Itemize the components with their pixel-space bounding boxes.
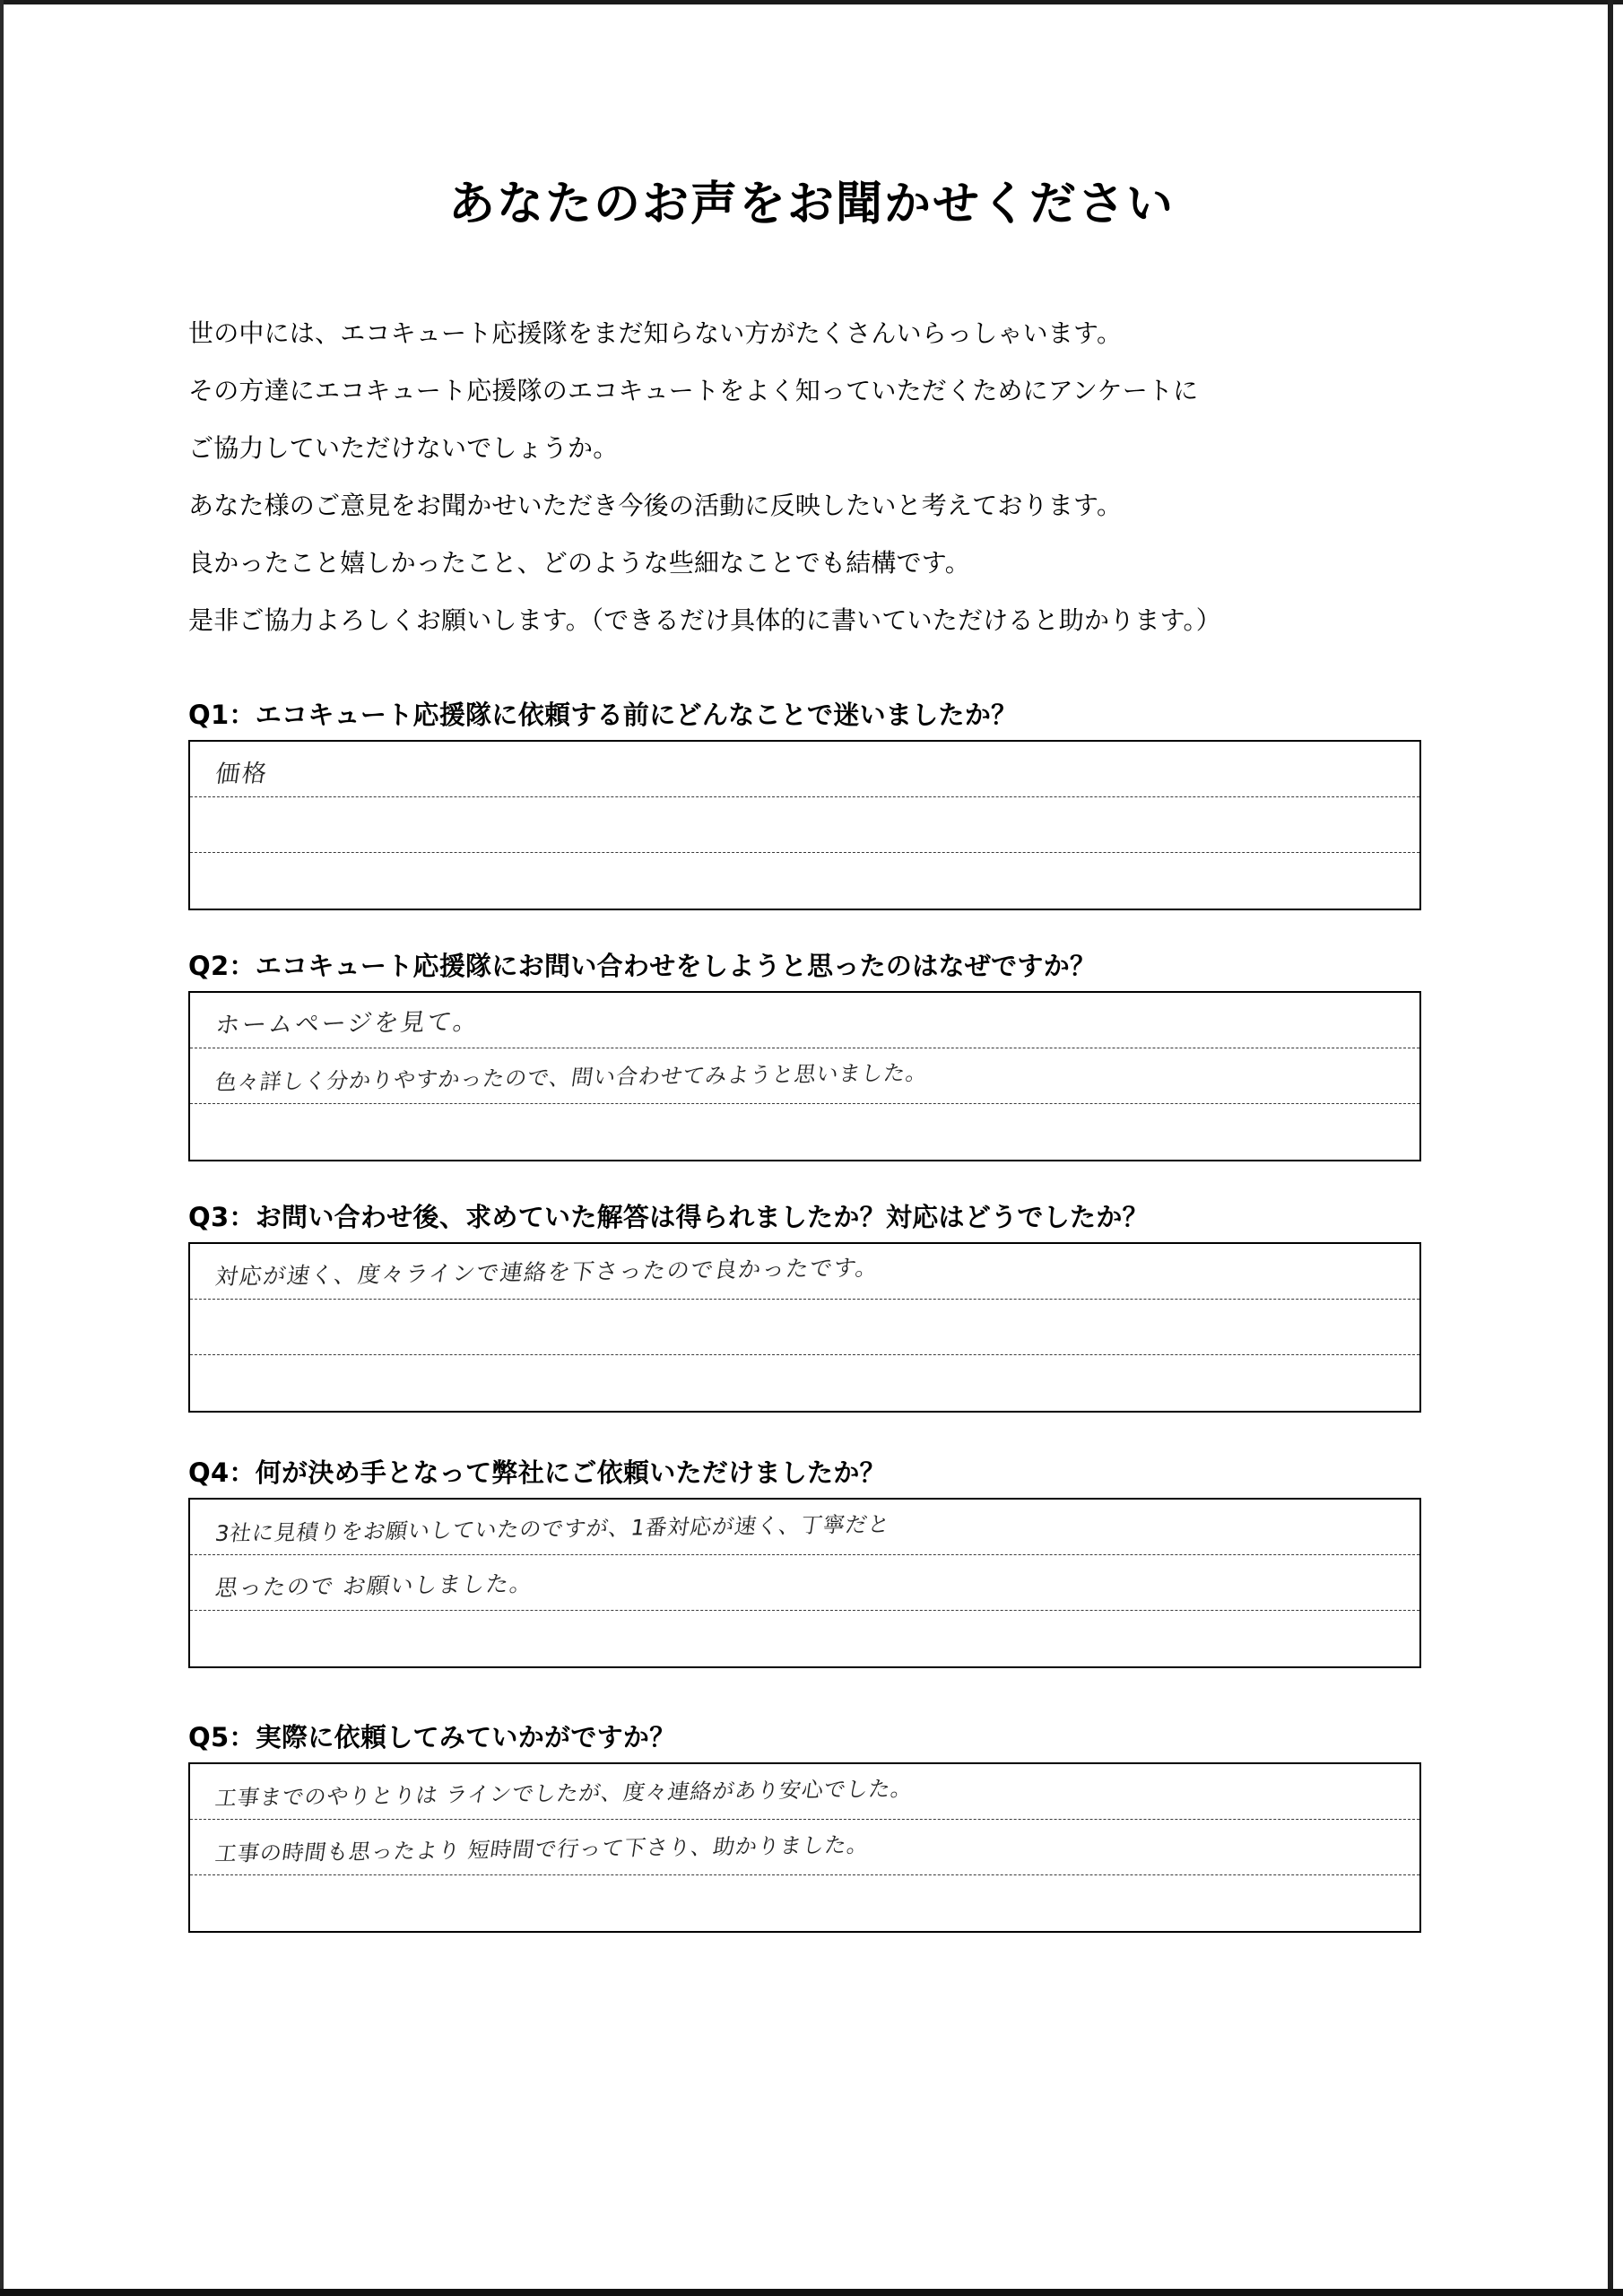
question-block-q5 [188, 1718, 1421, 1933]
intro-line: その方達にエコキュート応援隊のエコキュートをよく知っていただくためにアンケートに [188, 376, 1199, 405]
intro-line: あなた様のご意見をお聞かせいただき今後の活動に反映したいと考えております。 [188, 491, 1123, 520]
answer-row[interactable] [190, 1104, 1419, 1160]
intro-line: 世の中には、エコキュート応援隊をまだ知らない方がたくさんいらっしゃいます。 [188, 318, 1123, 348]
answer-row[interactable] [190, 1611, 1419, 1666]
answer-row[interactable] [190, 1300, 1419, 1355]
answer-row[interactable] [190, 993, 1419, 1048]
question-block-q4 [188, 1453, 1421, 1668]
handwritten-answer: 工事までのやりとりは ラインでしたが、度々連絡があり安心でした。 [213, 1776, 916, 1812]
handwritten-answer: 色々詳しく分かりやすかったので、問い合わせてみようと思いました。 [213, 1059, 930, 1096]
question-block-q3 [188, 1197, 1421, 1413]
scan-edge-right [1608, 0, 1613, 2296]
answer-row[interactable] [190, 797, 1419, 853]
answer-row[interactable] [190, 1048, 1419, 1104]
handwritten-answer: 思ったので お願いしました。 [213, 1570, 536, 1602]
intro-line: 良かったこと嬉しかったこと、どのような些細なことでも結構です。 [188, 548, 970, 578]
answer-row[interactable] [190, 1820, 1419, 1875]
answer-row[interactable] [190, 1355, 1419, 1411]
question-label-q5: Q5：実際に依頼してみていかがですか？ [188, 1722, 676, 1752]
scan-edge-left [0, 0, 4, 2296]
handwritten-answer: 工事の時間も思ったより 短時間で行って下さり、助かりました。 [213, 1831, 872, 1866]
answer-box-q2[interactable] [188, 991, 1421, 1161]
answer-box-q4[interactable] [188, 1498, 1421, 1668]
answer-row[interactable] [190, 1500, 1419, 1555]
answer-box-q5[interactable] [188, 1762, 1421, 1933]
answer-row[interactable] [190, 853, 1419, 909]
answer-row[interactable] [190, 1555, 1419, 1611]
handwritten-answer: 3社に見積りをお願いしていたのですが、1番対応が速く、丁寧だと [213, 1511, 892, 1547]
answer-row[interactable] [190, 1764, 1419, 1820]
intro-line: 是非ご協力よろしくお願いします。（できるだけ具体的に書いていただけると助かります。） [188, 605, 1221, 635]
handwritten-answer: 価格 [213, 760, 271, 789]
answer-box-q3[interactable] [188, 1242, 1421, 1413]
question-block-q1 [188, 695, 1421, 910]
question-label-q2: Q2：エコキュート応援隊にお問い合わせをしようと思ったのはなぜですか？ [188, 951, 1097, 981]
question-label-q4: Q4：何が決め手となって弊社にご依頼いただけましたか？ [188, 1457, 886, 1488]
scan-edge-bottom [0, 2289, 1623, 2296]
question-block-q2 [188, 946, 1421, 1161]
answer-row[interactable] [190, 742, 1419, 797]
question-label-q1: Q1：エコキュート応援隊に依頼する前にどんなことで迷いましたか？ [188, 700, 1018, 730]
answer-box-q1[interactable] [188, 740, 1421, 910]
handwritten-answer: ホームページを見て。 [213, 1007, 482, 1040]
question-label-q3: Q3：お問い合わせ後、求めていた解答は得られましたか？対応はどうでしたか？ [188, 1202, 1149, 1232]
answer-row[interactable] [190, 1875, 1419, 1931]
intro-line: ご協力していただけないでしょうか。 [188, 433, 619, 463]
handwritten-answer: 対応が速く、度々ラインで連絡を下さったので良かったです。 [213, 1254, 881, 1291]
answer-row[interactable] [190, 1244, 1419, 1300]
intro-paragraph [188, 305, 1462, 649]
scan-edge-top [0, 0, 1623, 4]
page-title: あなたのお声をお聞かせください [447, 178, 1175, 231]
